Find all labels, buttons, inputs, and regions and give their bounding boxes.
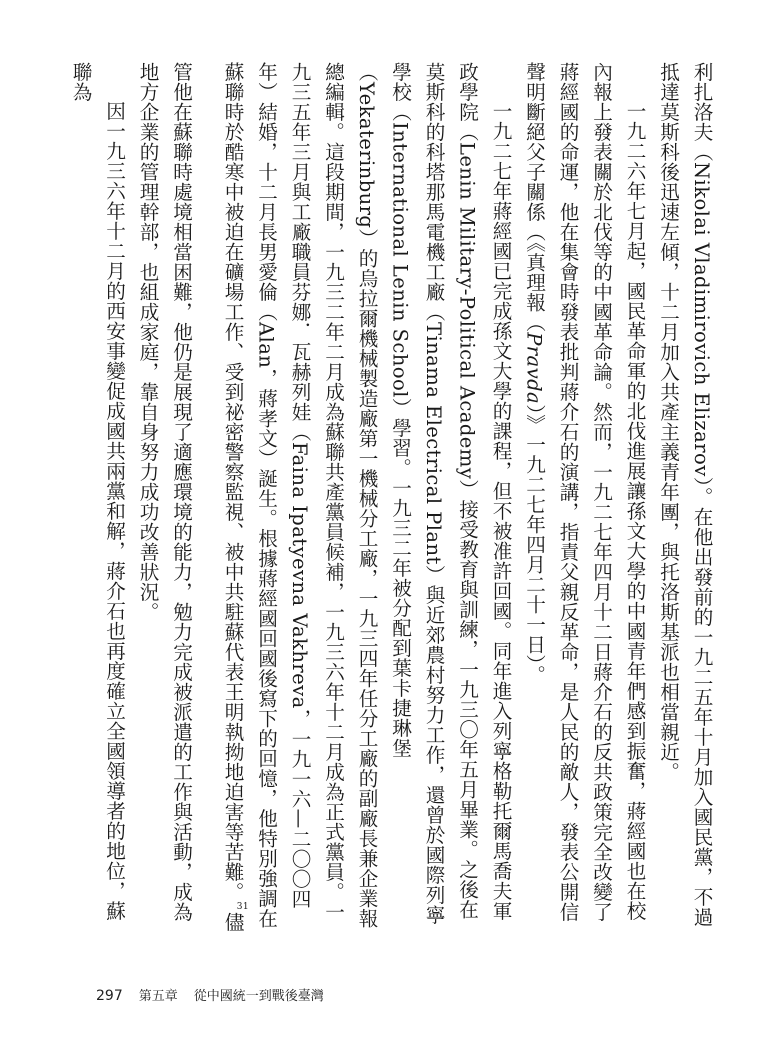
page-number: 297: [96, 988, 123, 1004]
paragraph-1-text: 利扎洛夫（Nikolai Vladimirovich Elizarov）。在他出發前的一九二五年十月加入國民黨，不過抵達莫斯科後迅速左傾，十二月加入共產主義青年團，與托洛斯基派也相當親近。: [656, 62, 713, 927]
paragraph-3-text-b: 儘管他在蘇聯時處境相當困難，他仍是展現了適應環境的能力，勉力完成被派遣的工作與活動，成為地方企業的管理幹部，也組成家庭，靠自身努力成功改善狀況。: [136, 62, 244, 932]
paragraph-3-text-a: 一九二七年蔣經國已完成孫文大學的課程，但不被准許回國。同年進入列寧格勒托爾馬喬夫軍政學院（Lenin Military-Political Academy）接受教育與訓練，一九三〇年五月畢業。之後在莫斯科的科塔那馬電機工廠（Tinama Electrical Plant）與近郊農村努力工作，還曾於國際列寧學校（International Lenin School）學習。一九三二年被分配到葉卡捷琳堡（Yekaterinburg）的烏拉爾機械製造廠第一機械分工廠，一九三四年任分工廠的副廠長兼企業報總編輯。這段期間，一九三二年二月成為蘇聯共產黨員候補，一九三六年十二月成為正式黨員。一九三五年三月與工廠職員芬娜．瓦赫列娃（Faina Ipatyevna Vakhreva，一九一六—二〇〇四年）結婚，十二月長男愛倫（Alan，蔣孝文）誕生。根據蔣經國回國後寫下的回憶，他特別強調在蘇聯時於酷寒中被迫在礦場工作、受到祕密警察監視、被中共駐蘇代表王明執拗地迫害等苦難。: [221, 62, 512, 929]
page-footer: [96, 985, 324, 1004]
paragraph-4: [64, 62, 131, 934]
chapter-title: 從中國統一到戰後臺灣: [193, 989, 324, 1004]
vertical-body-text: [38, 62, 718, 934]
paragraph-1: [651, 62, 718, 934]
footnote-ref-31[interactable]: 31: [236, 902, 249, 912]
paragraph-2-text-a: 一九二六年七月起，國民革命軍的北伐進展讓孫文大學的中國青年們感到振奮，蔣經國也在校內報上發表關於北伐等的中國革命論。然而，一九二七年四月十二日蔣介石的反共政策完全改變了蔣經國的命運，他在集會時發表批判蔣介石的演講，指責父親反革命，是人民的敵人，發表公開信聲明斷絕父子關係（《真理報（: [522, 62, 646, 922]
paragraph-4-text: 因一九三六年十二月的西安事變促成國共兩黨和解，蔣介石也再度確立全國領導者的地位，蘇聯為: [69, 62, 126, 922]
paragraph-3: [131, 62, 517, 934]
chapter-label: 第五章: [138, 989, 178, 1004]
paragraph-2-text-b: ）》一九二七年四月二十一日）。: [522, 404, 546, 685]
paragraph-2: [517, 62, 651, 934]
pravda-italic: Pravda: [522, 332, 546, 405]
